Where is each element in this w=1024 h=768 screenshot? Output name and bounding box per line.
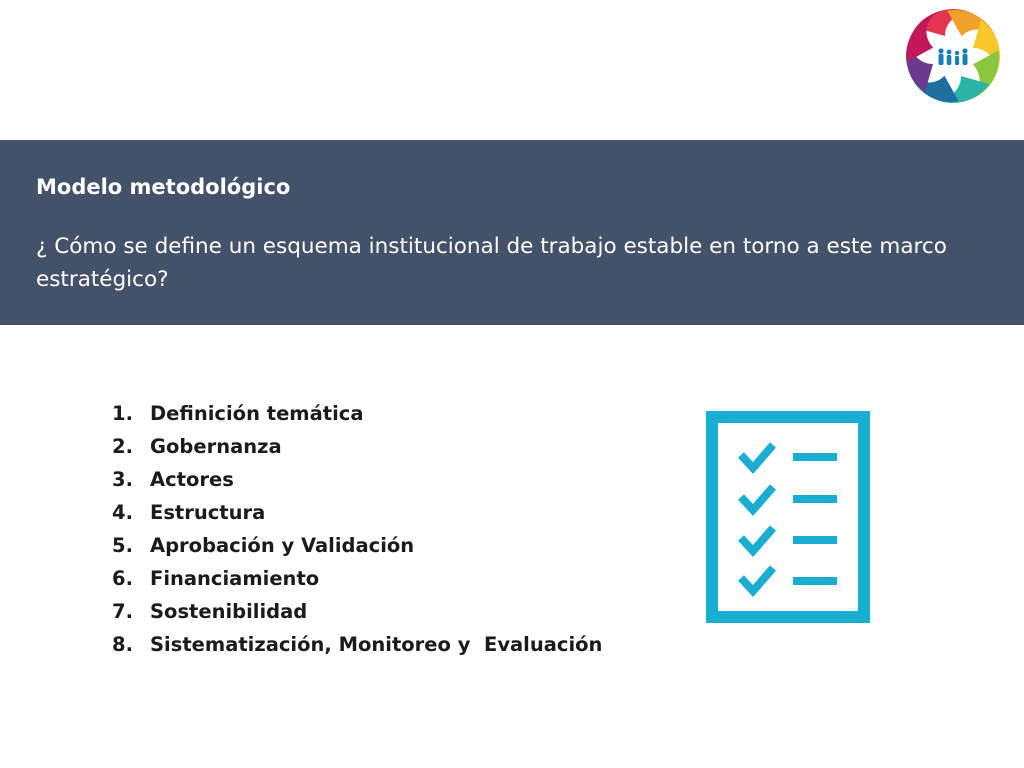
banner-question: ¿ Cómo se define un esquema institucional de trabajo estable en torno a este marco estratégico? — [36, 234, 947, 292]
step-number: 6. — [112, 567, 133, 590]
list-item — [112, 562, 602, 595]
list-item — [112, 529, 602, 562]
checklist-icon — [706, 411, 870, 623]
step-number: 2. — [112, 435, 133, 458]
check-mark-icon — [741, 445, 773, 468]
step-number: 5. — [112, 534, 133, 557]
step-number: 7. — [112, 600, 133, 623]
list-item — [112, 628, 602, 661]
step-label: Actores — [150, 468, 234, 491]
check-mark-icon — [741, 568, 773, 591]
step-label: Financiamiento — [150, 567, 320, 590]
step-number: 4. — [112, 501, 133, 524]
step-label: Sistematización, Monitoreo y Evaluación — [150, 633, 603, 656]
step-label: Gobernanza — [150, 435, 282, 458]
check-mark-icon — [741, 487, 773, 510]
list-item — [112, 397, 602, 430]
check-mark-icon — [741, 528, 773, 551]
list-item — [112, 496, 602, 529]
step-label: Definición temática — [150, 402, 364, 425]
section-title: Modelo metodológico — [36, 175, 291, 199]
list-item — [112, 463, 602, 496]
family-logo-icon — [903, 6, 1003, 106]
step-label: Sostenibilidad — [150, 600, 308, 623]
step-label: Aprobación y Validación — [150, 534, 415, 557]
step-number: 1. — [112, 402, 133, 425]
list-item — [112, 430, 602, 463]
step-label: Estructura — [150, 501, 266, 524]
steps-list — [112, 397, 602, 661]
step-number: 3. — [112, 468, 133, 491]
step-number: 8. — [112, 633, 133, 656]
list-item — [112, 595, 602, 628]
